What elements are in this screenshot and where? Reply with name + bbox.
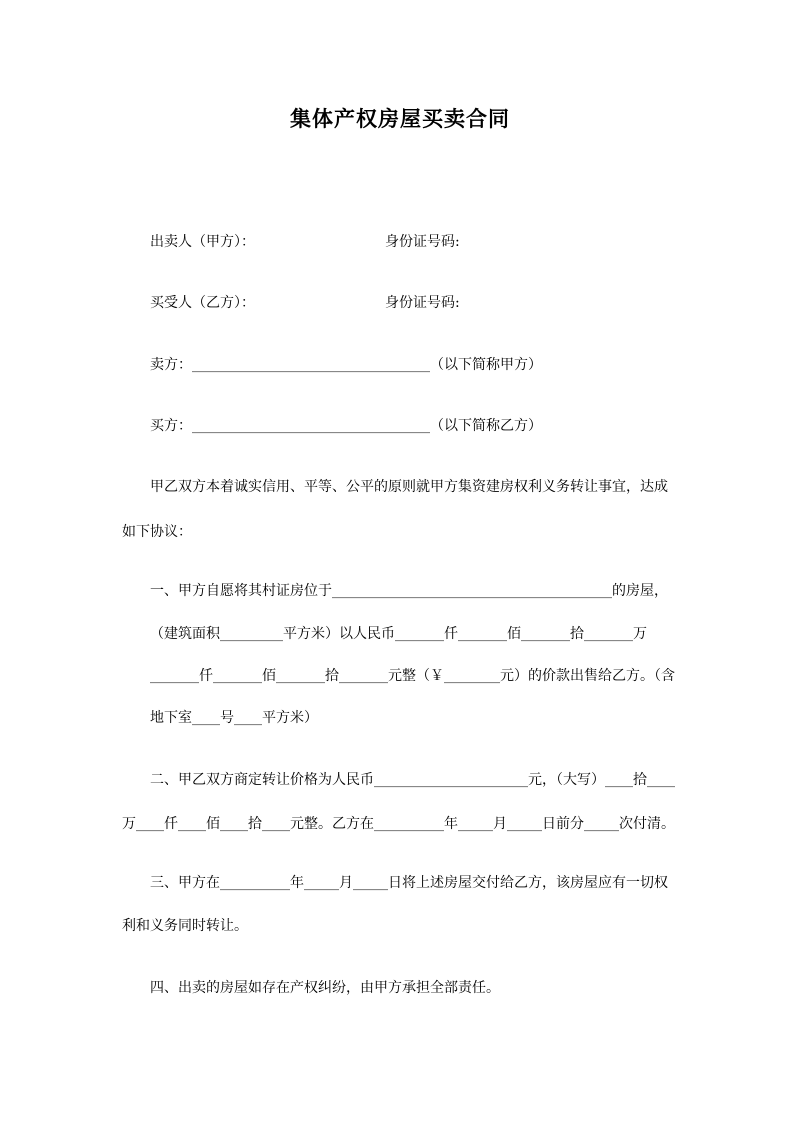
- page-title: 集体产权房屋买卖合同: [290, 106, 510, 131]
- clause2-line-1: 二、甲乙双方商定转让价格为人民币______________________元，（大写）____拾____: [150, 772, 675, 788]
- buyer-id-label: 身份证号码:: [385, 295, 460, 311]
- clause1-line-2: （建筑面积_________平方米）以人民币_______仟_______佰_______拾_______万: [150, 626, 647, 642]
- buyer-line: 买方：__________________________________（以下简称乙方）: [150, 418, 542, 434]
- clause1-line-4: 地下室____号____平方米）: [150, 710, 318, 726]
- seller-id-label: 身份证号码:: [385, 234, 460, 250]
- preamble-line-1: 甲乙双方本着诚实信用、平等、公平的原则就甲方集资建房权利义务转让事宜，达成: [150, 479, 668, 495]
- clause3-line-2: 利和义务同时转让。: [122, 918, 248, 934]
- clause3-line-1: 三、甲方在__________年_____月_____日将上述房屋交付给乙方，该房屋应有一切权: [150, 875, 668, 891]
- buyer-label: 买受人（乙方）：: [150, 295, 255, 311]
- seller-label: 出卖人（甲方）：: [150, 234, 255, 250]
- clause4-line-1: 四、出卖的房屋如存在产权纠纷，由甲方承担全部责任。: [150, 980, 500, 996]
- preamble-line-2: 如下协议：: [122, 524, 192, 540]
- seller-line: 卖方：__________________________________（以下简称甲方）: [150, 357, 542, 373]
- clause1-line-1: 一、甲方自愿将其村证房位于________________________________________的房屋，: [150, 583, 668, 599]
- clause1-line-3: _______仟_______佰_______拾_______元整（￥________元）的价款出售给乙方。（含: [150, 668, 675, 684]
- clause2-line-2: 万____仟____佰____拾____元整。乙方在__________年_____月_____日前分_____次付清。: [122, 816, 675, 832]
